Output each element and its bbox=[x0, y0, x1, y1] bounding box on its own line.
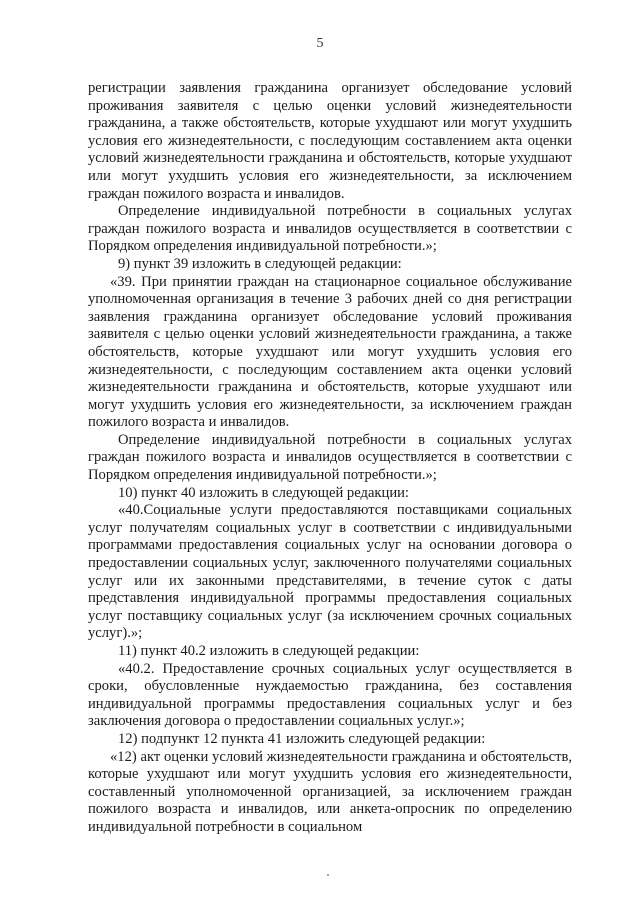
scan-speck bbox=[327, 874, 329, 876]
paragraph-8-item-11: 11) пункт 40.2 изложить в следующей редакции: bbox=[118, 643, 420, 659]
paragraph-11-subclause-12: «12) акт оценки условий жизнедеятельности гражданина и обстоятельств, которые ухудшают или могут ухудшить условия его жизнедеятельности, составленный уполномоченной организацией, за исключением граждан пожилого возраста и инвалидов, или анкета-опросник по определению индивидуальной потребности в социальном bbox=[88, 748, 572, 835]
paragraph-3-item-9: 9) пункт 39 изложить в следующей редакции: bbox=[118, 255, 402, 272]
paragraph-5-needs-assessment: Определение индивидуальной потребности в социальных услугах граждан пожилого возраста и инвалидов осуществляется в соответствии с Порядком определения индивидуальной потребности.»; bbox=[88, 431, 572, 484]
paragraph-1-continuation: регистрации заявления гражданина организует обследование условий проживания заявителя с целью оценки условий жизнедеятельности гражданина, а также обстоятельств, которые ухудшают или могут ухудшить условия его жизнедеятельности, с последующим составлением акта оценки условий жизнедеятельности гражданина и обстоятельств, которые ухудшают или могут ухудшить условия его жизнедеятельности, за исключением граждан пожилого возраста и инвалидов. bbox=[88, 80, 572, 202]
paragraph-10-item-12: 12) подпункт 12 пункта 41 изложить следующей редакции: bbox=[118, 730, 486, 747]
paragraph-6-item-10: 10) пункт 40 изложить в следующей редакции: bbox=[118, 484, 409, 501]
paragraph-7-clause-40: «40.Социальные услуги предоставляются поставщиками социальных услуг получателям социальных услуг в соответствии с индивидуальными программами предоставления социальных услуг на основании договора о предоставлении социальных услуг, заключенного получателями социальных услуг или их законными представителями, в течение суток с даты представления индивидуальной программы предоставления социальных услуг поставщику социальных услуг (за исключением срочных социальных услуг).»; bbox=[88, 502, 572, 642]
paragraph-2-needs-assessment: Определение индивидуальной потребности в социальных услугах граждан пожилого возраста и инвалидов осуществляется в соответствии с Порядком определения индивидуальной потребности.»; bbox=[88, 203, 572, 255]
document-body bbox=[88, 80, 572, 837]
paragraph-4-clause-39: «39. При принятии граждан на стационарное социальное обслуживание уполномоченная организация в течение 3 рабочих дней со дня регистрации заявления гражданина организует обследование условий проживания заявителя с целью оценки условий жизнедеятельности гражданина, а также обстоятельств, которые ухудшают или могут ухудшить условия его жизнедеятельности, с последующим составлением акта оценки условий жизнедеятельности гражданина и обстоятельств, которые ухудшают или могут ухудшить условия его жизнедеятельности, за исключением граждан пожилого возраста и инвалидов. bbox=[88, 273, 572, 431]
page-number: 5 bbox=[316, 36, 324, 51]
paragraph-9-clause-40-2: «40.2. Предоставление срочных социальных услуг осуществляется в сроки, обусловленные нуждаемостью гражданина, без составления индивидуальной программы предоставления социальных услуг и без заключения договора о предоставлении социальных услуг.»; bbox=[88, 660, 572, 730]
